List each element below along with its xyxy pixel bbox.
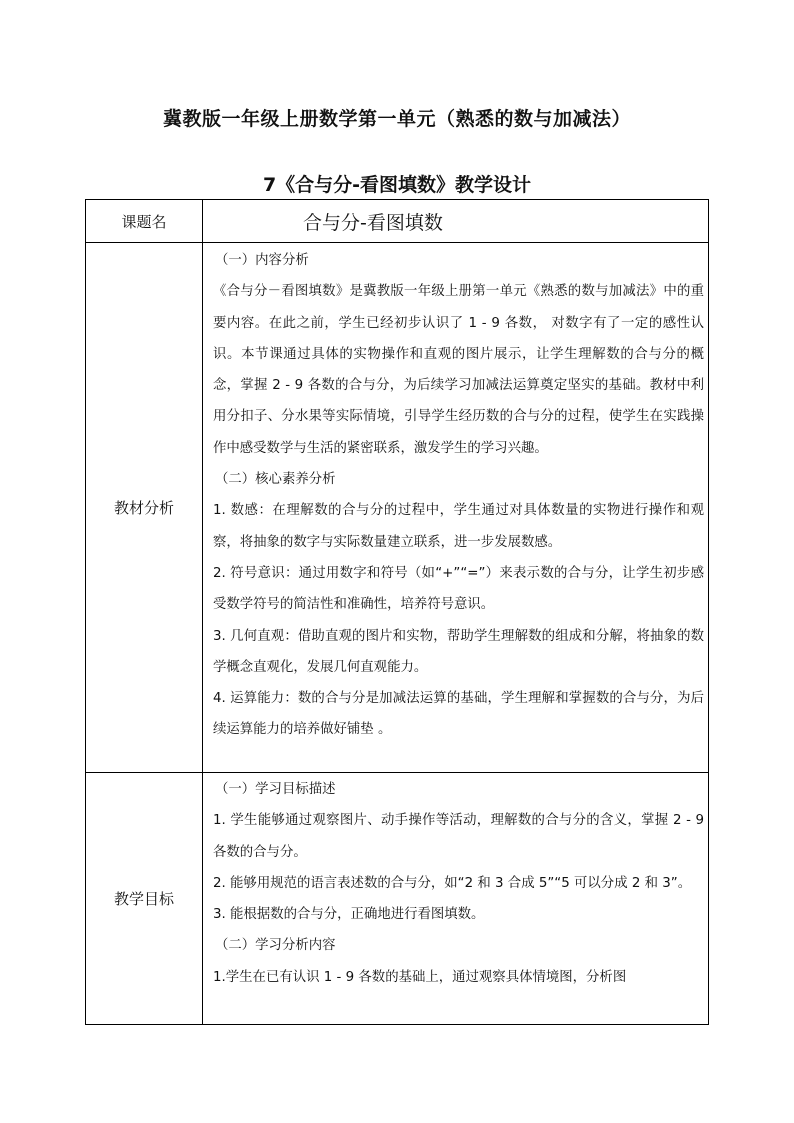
learning-goals-heading: （一）学习目标描述 [215, 782, 336, 797]
teaching-goals-cell [203, 773, 709, 1025]
material-analysis-cell [203, 243, 709, 773]
core-literacy-item: 3. 几何直观：借助直观的图片和实物，帮助学生理解数的组成和分解，将抽象的数学概念直观化，发展几何直观能力。 [213, 628, 704, 675]
learning-goal-item: 3. 能根据数的合与分，正确地进行看图填数。 [213, 907, 485, 923]
learning-goal-item: 2. 能够用规范的语言表述数的合与分，如“2 和 3 合成 5”“5 可以分成 2 和 3”。 [213, 875, 692, 891]
lesson-design-table [85, 199, 709, 1025]
lesson-title: 7《合与分-看图填数》教学设计 [262, 174, 532, 196]
learning-goal-item: 1. 学生能够通过观察图片、动手操作等活动，理解数的合与分的含义，掌握 2 - 9 各数的合与分。 [213, 813, 704, 860]
content-analysis-heading: （一）内容分析 [215, 253, 309, 268]
core-literacy-item: 2. 符号意识：通过用数字和符号（如“+”“=”）来表示数的合与分，让学生初步感受数学符号的简洁性和准确性，培养符号意识。 [213, 565, 704, 613]
table-row-material-analysis [86, 243, 709, 773]
core-literacy-heading: （二）核心素养分析 [215, 472, 336, 488]
core-literacy-item: 1. 数感：在理解数的合与分的过程中，学生通过对具体数量的实物进行操作和观察，将抽象的数字与实际数量建立联系，进一步发展数感。 [213, 503, 704, 550]
core-literacy-item: 4. 运算能力：数的合与分是加减法运算的基础，学生理解和掌握数的合与分，为后续运算能力的培养做好铺垫 。 [213, 691, 704, 738]
topic-label: 课题名 [86, 200, 203, 243]
document-title: 冀教版一年级上册数学第一单元（熟悉的数与加减法） [162, 108, 631, 130]
material-analysis-label: 教材分析 [86, 243, 203, 773]
learning-analysis-heading: （二）学习分析内容 [215, 938, 336, 954]
topic-value: 合与分-看图填数 [203, 200, 709, 243]
learning-analysis-paragraph: 1.学生在已有认识 1 - 9 各数的基础上，通过观察具体情境图，分析图 [213, 969, 627, 985]
teaching-goals-label: 教学目标 [86, 773, 203, 1025]
table-row-teaching-goals [86, 773, 709, 1025]
table-row-topic [86, 200, 709, 243]
content-analysis-paragraph: 《合与分－看图填数》是冀教版一年级上册第一单元《熟悉的数与加减法》中的重要内容。在此之前，学生已经初步认识了 1 - 9 各数， 对数字有了一定的感性认识。本节课通过具体的实物操作和直观的图片展示，让学生理解数的合与分的概念，掌握 2 - 9 各数的合与分，为后续学习加减法运算奠定坚实的基础。教材中利用分扣子、分水果等实际情境，引导学生经历数的合与分的过程，使学生在实践操作中感受数学与生活的紧密联系，激发学生的学习兴趣。 [213, 284, 704, 456]
